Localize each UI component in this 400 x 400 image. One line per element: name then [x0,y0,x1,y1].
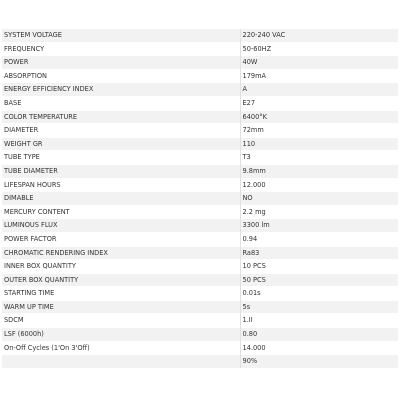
table-row [2,178,398,192]
spec-label: DIAMETER [2,124,240,138]
spec-value: 40W [240,56,398,70]
spec-label: INNER BOX QUANTITY [2,260,240,274]
spec-value: 1.II [240,314,398,328]
table-row [2,137,398,151]
table-row [2,314,398,328]
spec-label: LSF (6000h) [2,328,240,342]
spec-value: 0.01s [240,287,398,301]
table-row [2,56,398,70]
spec-value: A [240,83,398,97]
table-row [2,246,398,260]
spec-value: 72mm [240,124,398,138]
spec-label: POWER FACTOR [2,232,240,246]
spec-label: BASE [2,96,240,110]
spec-label: POWER [2,56,240,70]
spec-value: Ra83 [240,246,398,260]
spec-label: WEIGHT GR [2,137,240,151]
table-row [2,192,398,206]
table-row [2,232,398,246]
spec-value: T3 [240,151,398,165]
table-row [2,96,398,110]
spec-table-container [0,28,400,368]
table-row [2,110,398,124]
spec-label: MERCURY CONTENT [2,205,240,219]
spec-label: LIFESPAN HOURS [2,178,240,192]
spec-table-body [2,29,398,368]
table-row [2,205,398,219]
spec-value: 50-60HZ [240,42,398,56]
spec-value: 9.8mm [240,164,398,178]
spec-table [2,28,398,368]
spec-value: 179mA [240,69,398,83]
spec-label [2,355,240,368]
table-row [2,219,398,233]
table-row [2,83,398,97]
spec-label: TUBE DIAMETER [2,164,240,178]
spec-value: 14.000 [240,341,398,355]
table-row [2,151,398,165]
spec-label: SYSTEM VOLTAGE [2,29,240,43]
spec-value: 110 [240,137,398,151]
spec-value: 10 PCS [240,260,398,274]
spec-value: 6400°K [240,110,398,124]
spec-label: WARM UP TIME [2,300,240,314]
spec-label: ABSORPTION [2,69,240,83]
table-row [2,273,398,287]
table-row [2,260,398,274]
spec-value: 50 PCS [240,273,398,287]
table-row [2,328,398,342]
spec-label: ENERGY EFFICIENCY INDEX [2,83,240,97]
table-row [2,42,398,56]
spec-value: 3300 lm [240,219,398,233]
spec-value: NO [240,192,398,206]
spec-label: OUTER BOX QUANTITY [2,273,240,287]
table-row [2,355,398,368]
spec-value: E27 [240,96,398,110]
spec-value: 12.000 [240,178,398,192]
spec-value: 220-240 VAC [240,29,398,43]
spec-value: 90% [240,355,398,368]
spec-label: LUMINOUS FLUX [2,219,240,233]
table-row [2,341,398,355]
table-row [2,124,398,138]
table-row [2,287,398,301]
spec-label: DIMABLE [2,192,240,206]
spec-value: 0.94 [240,232,398,246]
spec-label: CHROMATIC RENDERING INDEX [2,246,240,260]
spec-label: TUBE TYPE [2,151,240,165]
table-row [2,29,398,43]
spec-label: STARTING TIME [2,287,240,301]
spec-value: 2.2 mg [240,205,398,219]
spec-label: SDCM [2,314,240,328]
spec-value: 0.80 [240,328,398,342]
spec-label: FREQUENCY [2,42,240,56]
table-row [2,164,398,178]
table-row [2,69,398,83]
table-row [2,300,398,314]
spec-value: 5s [240,300,398,314]
spec-label: COLOR TEMPERATURE [2,110,240,124]
spec-label: On-Off Cycles (1'On 3'Off) [2,341,240,355]
